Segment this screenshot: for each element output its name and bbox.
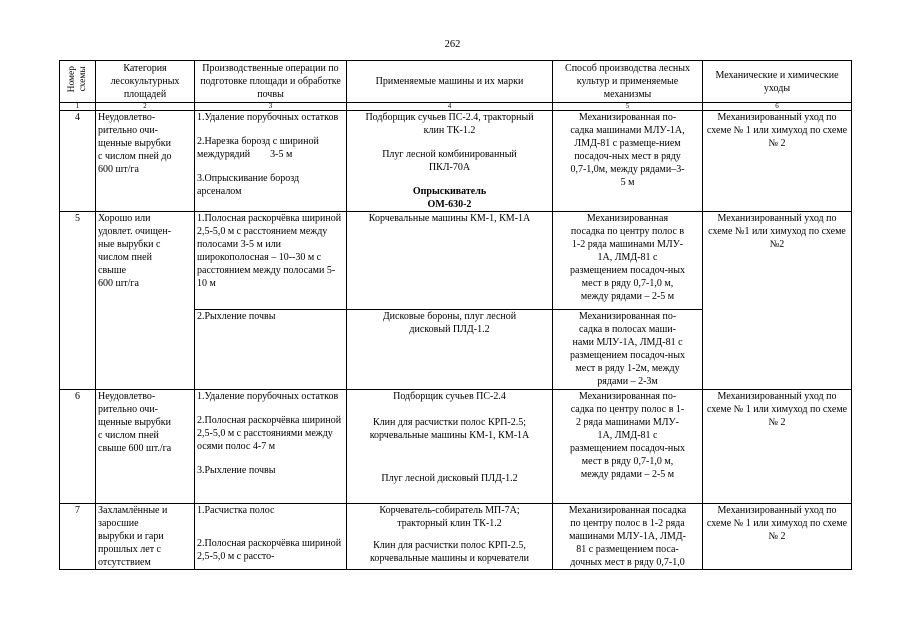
column-index-row <box>60 103 852 111</box>
column-index: 5 <box>553 103 703 111</box>
machines-cell <box>347 504 553 570</box>
care-method: Механизированный уход по схеме №1 или химуход по схеме №2 <box>703 212 852 390</box>
machine: Подборщик сучьев ПС-2.4, тракторный клин ТК-1.2 <box>365 112 534 136</box>
planting-method: Механизированная посадка по центру полос в 1-2 ряда машинами МЛУ-1А, ЛМД- 81 с размещением поса- дочных мест в ряду 0,7-1,0 <box>553 504 703 570</box>
operation: 3.Рыхление почвы <box>197 465 276 476</box>
scheme-number: 7 <box>60 504 96 570</box>
machine: Опрыскиватель <box>412 186 487 197</box>
machines-cell <box>347 111 553 212</box>
planting-method: Механизированная по- садка машинами МЛУ-1А, ЛМД-81 с размеще-нием посадоч-ных мест в ряду 0,7-1,0м, между рядами–3- 5 м <box>553 111 703 212</box>
scheme-number: 4 <box>60 111 96 212</box>
machine: Корчевальные машины КМ-1, КМ-1А <box>347 212 553 310</box>
machine: Клин для расчистки полос КРП-2.5; корчевальные машины КМ-1, КМ-1А <box>369 417 530 441</box>
machine: Клин для расчистки полос КРП-2.5, корчевальные машины и корчеватели <box>370 540 529 564</box>
machine: Подборщик сучьев ПС-2.4 <box>393 391 506 402</box>
table-row <box>60 111 852 212</box>
planting-method: Механизированная посадка по центру полос в 1-2 ряда машинами МЛУ- 1А, ЛМД-81 с размещением посадоч-ных мест в ряду 0,7-1,0 м, между рядами – 2-5 м <box>553 212 703 310</box>
header-method: Способ производства лесных культур и применяемые механизмы <box>553 61 703 103</box>
operations-cell <box>195 390 347 504</box>
header-category: Категория лесокультурных площадей <box>96 61 195 103</box>
care-method: Механизированный уход по схеме № 1 или химуход по схеме № 2 <box>703 504 852 570</box>
machine: Плуг лесной комбинированный ПКЛ-70А <box>382 149 517 173</box>
column-index: 3 <box>195 103 347 111</box>
operation: 1.Расчистка полос <box>197 505 275 516</box>
page-number: 262 <box>444 39 461 50</box>
table-row <box>60 390 852 504</box>
operations-cell <box>195 504 347 570</box>
column-index: 1 <box>60 103 96 111</box>
operation: 2.Нарезка борозд с шириной междурядий 3-5 м <box>197 136 322 160</box>
area-category: Неудовлетво- рительно очи- щенные вырубки с числом пней до 600 шт/га <box>96 111 195 212</box>
header-row <box>60 61 852 103</box>
machine: ОМ-630-2 <box>427 199 472 210</box>
header-scheme-number: Номер схемы <box>60 61 96 103</box>
machines-cell <box>347 390 553 504</box>
scheme-number: 6 <box>60 390 96 504</box>
header-care: Механические и химические уходы <box>703 61 852 103</box>
machine: Корчеватель-собиратель МП-7А; тракторный клин ТК-1.2 <box>379 505 520 529</box>
column-index: 4 <box>347 103 553 111</box>
operations-cell <box>195 111 347 212</box>
header-operations: Производственные операции по подготовке площади и обработке почвы <box>195 61 347 103</box>
operation: 2.Полосная раскорчёвка шириной 2,5-5,0 м с расстояниями между осями полос 4-7 м <box>197 415 342 452</box>
column-index: 2 <box>96 103 195 111</box>
table-row <box>60 504 852 570</box>
operation: 1.Удаление порубочных остатков <box>197 112 339 123</box>
machine <box>347 310 553 390</box>
planting-method: Механизированная по- садка по центру полос в 1- 2 ряда машинами МЛУ- 1А, ЛМД-81 с размещением посадоч-ных мест в ряду 0,7-1,0 м, между рядами – 2-5 м <box>553 390 703 504</box>
operation: 1.Полосная раскорчёвка шириной 2,5-5,0 м с расстоянием между полосами 3-5 м или широкополосная – 10--30 м с расстоянием между полосами 5-10 м <box>195 212 347 310</box>
area-category: Неудовлетво- рительно очи- щенные вырубки с числом пней свыше 600 шт./га <box>96 390 195 504</box>
operation: 1.Удаление порубочных остатков <box>197 391 339 402</box>
operation: 3.Опрыскивание борозд арсеналом <box>197 173 300 197</box>
care-method: Механизированный уход по схеме № 1 или химуход по схеме № 2 <box>703 390 852 504</box>
forestry-schemes-table <box>59 60 852 570</box>
planting-method: Механизированная по- садка в полосах маши- нами МЛУ-1А, ЛМД-81 с размещением посадоч-ных мест в ряду 1-2м, между рядами – 2-3м <box>553 310 703 390</box>
area-category: Захламлённые и заросшие вырубки и гари прошлых лет с отсутствием <box>96 504 195 570</box>
scheme-number: 5 <box>60 212 96 390</box>
machine: Плуг лесной дисковый ПЛД-1.2 <box>381 473 518 484</box>
column-index: 6 <box>703 103 852 111</box>
area-category: Хорошо или удовлет. очищен- ные вырубки с числом пней свыше 600 шт/га <box>96 212 195 390</box>
header-machines: Применяемые машины и их марки <box>347 61 553 103</box>
operation: 2.Рыхление почвы <box>195 310 347 390</box>
machine-text: Дисковые бороны, плуг лесной дисковый ПЛД-1.2 <box>382 311 517 335</box>
operation: 2.Полосная раскорчёвка шириной 2,5-5,0 м с рассто- <box>197 538 342 562</box>
table-row <box>60 212 852 310</box>
care-method: Механизированный уход по схеме № 1 или химуход по схеме № 2 <box>703 111 852 212</box>
